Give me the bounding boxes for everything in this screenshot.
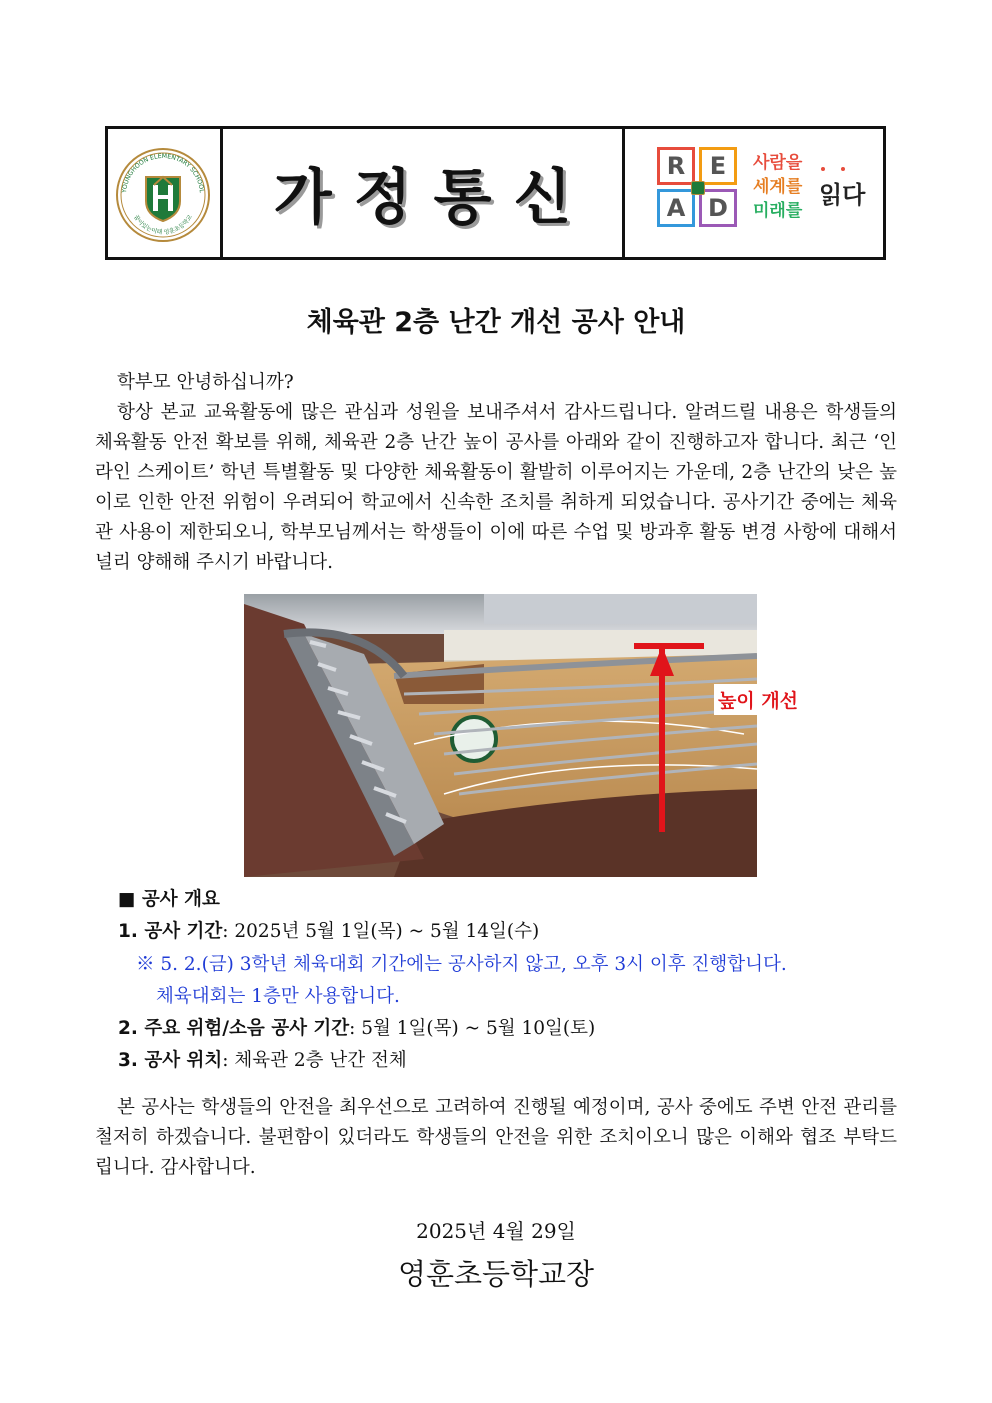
read-center-emblem xyxy=(691,181,705,195)
overview-item-period xyxy=(118,919,539,945)
overview-item-value: : 5월 1일(목) ~ 5월 10일(토) xyxy=(349,1018,596,1039)
slogan-verb: 읽다 xyxy=(819,181,866,209)
overview-item-location xyxy=(118,1048,407,1074)
svg-text:꿈이있는미래 영훈초등학교: 꿈이있는미래 영훈초등학교 xyxy=(132,213,194,237)
closing-paragraph: 본 공사는 학생들의 안전을 최우선으로 고려하여 진행될 예정이며, 공사 중에도 주변 안전 관리를 철저히 하겠습니다. 불편함이 있더라도 학생들의 안전을 위한 조치이오니 많은 이해와 협조 부탁드립니다. 감사합니다. xyxy=(95,1097,897,1178)
height-improvement-label: 높이 개선 xyxy=(714,684,802,715)
read-tile-e: E xyxy=(699,147,737,185)
title-cell xyxy=(223,129,625,257)
school-logo xyxy=(108,129,223,257)
overview-note-line-1: ※ 5. 2.(금) 3학년 체육대회 기간에는 공사하지 않고, 오후 3시 이후 진행합니다. xyxy=(136,954,787,975)
slogan-line-2: 세계를 xyxy=(753,177,803,197)
overview-item-value: : 2025년 5월 1일(목) ~ 5월 14일(수) xyxy=(222,921,540,942)
greeting: 학부모 안녕하십니까? xyxy=(117,372,294,393)
overview-item-value: : 체육관 2층 난간 전체 xyxy=(222,1050,407,1071)
gym-railing-photo xyxy=(244,594,757,877)
issue-date: 2025년 4월 29일 xyxy=(416,1219,576,1243)
notice-title: 체육관 2층 난간 개선 공사 안내 xyxy=(306,307,686,338)
read-tile-d: D xyxy=(699,189,737,227)
read-tile-a: A xyxy=(657,189,695,227)
read-slogan xyxy=(753,151,802,223)
overview-note-line-2: 체육대회는 1층만 사용합니다. xyxy=(156,986,400,1007)
overview-item-label: 2. 주요 위험/소음 공사 기간 xyxy=(118,1018,350,1039)
read-tiles xyxy=(657,147,739,229)
overview-item-risk-period xyxy=(118,1016,595,1042)
overview-heading: ■ 공사 개요 xyxy=(118,889,220,910)
signer: 영훈초등학교장 xyxy=(397,1257,595,1291)
header-box xyxy=(105,126,886,260)
slogan-line-1: 사람을 xyxy=(753,153,803,173)
overview-item-label: 3. 공사 위치 xyxy=(118,1050,223,1071)
svg-text:YOUNGHOON ELEMENTARY SCHOOL: YOUNGHOON ELEMENTARY SCHOOL xyxy=(121,152,205,194)
read-tile-r: R xyxy=(657,147,695,185)
slogan-line-3: 미래를 xyxy=(753,201,803,221)
overview-item-label: 1. 공사 기간 xyxy=(118,921,223,942)
intro-paragraph: 항상 본교 교육활동에 많은 관심과 성원을 보내주셔서 감사드립니다. 알려드릴 내용은 학생들의 체육활동 안전 확보를 위해, 체육관 2층 난간 높이 공사를 아래와 같이 진행하고자 합니다. 최근 ‘인라인 스케이트’ 학년 특별활동 및 다양한 체육활동이 활발히 이루어지는 가운데, 2층 난간의 낮은 높이로 인한 안전 위험이 우려되어 학교에서 신속한 조치를 취하게 되었습니다. 공사기간 중에는 체육관 사용이 제한되오니, 학부모님께서는 학생들이 이에 따른 수업 및 방과후 활동 변경 사항에 대해서 널리 양해해 주시기 바랍니다. xyxy=(95,402,897,573)
document-title: 가정통신 xyxy=(273,163,594,233)
read-campaign-logo xyxy=(625,129,883,257)
slogan-dots xyxy=(817,167,857,173)
